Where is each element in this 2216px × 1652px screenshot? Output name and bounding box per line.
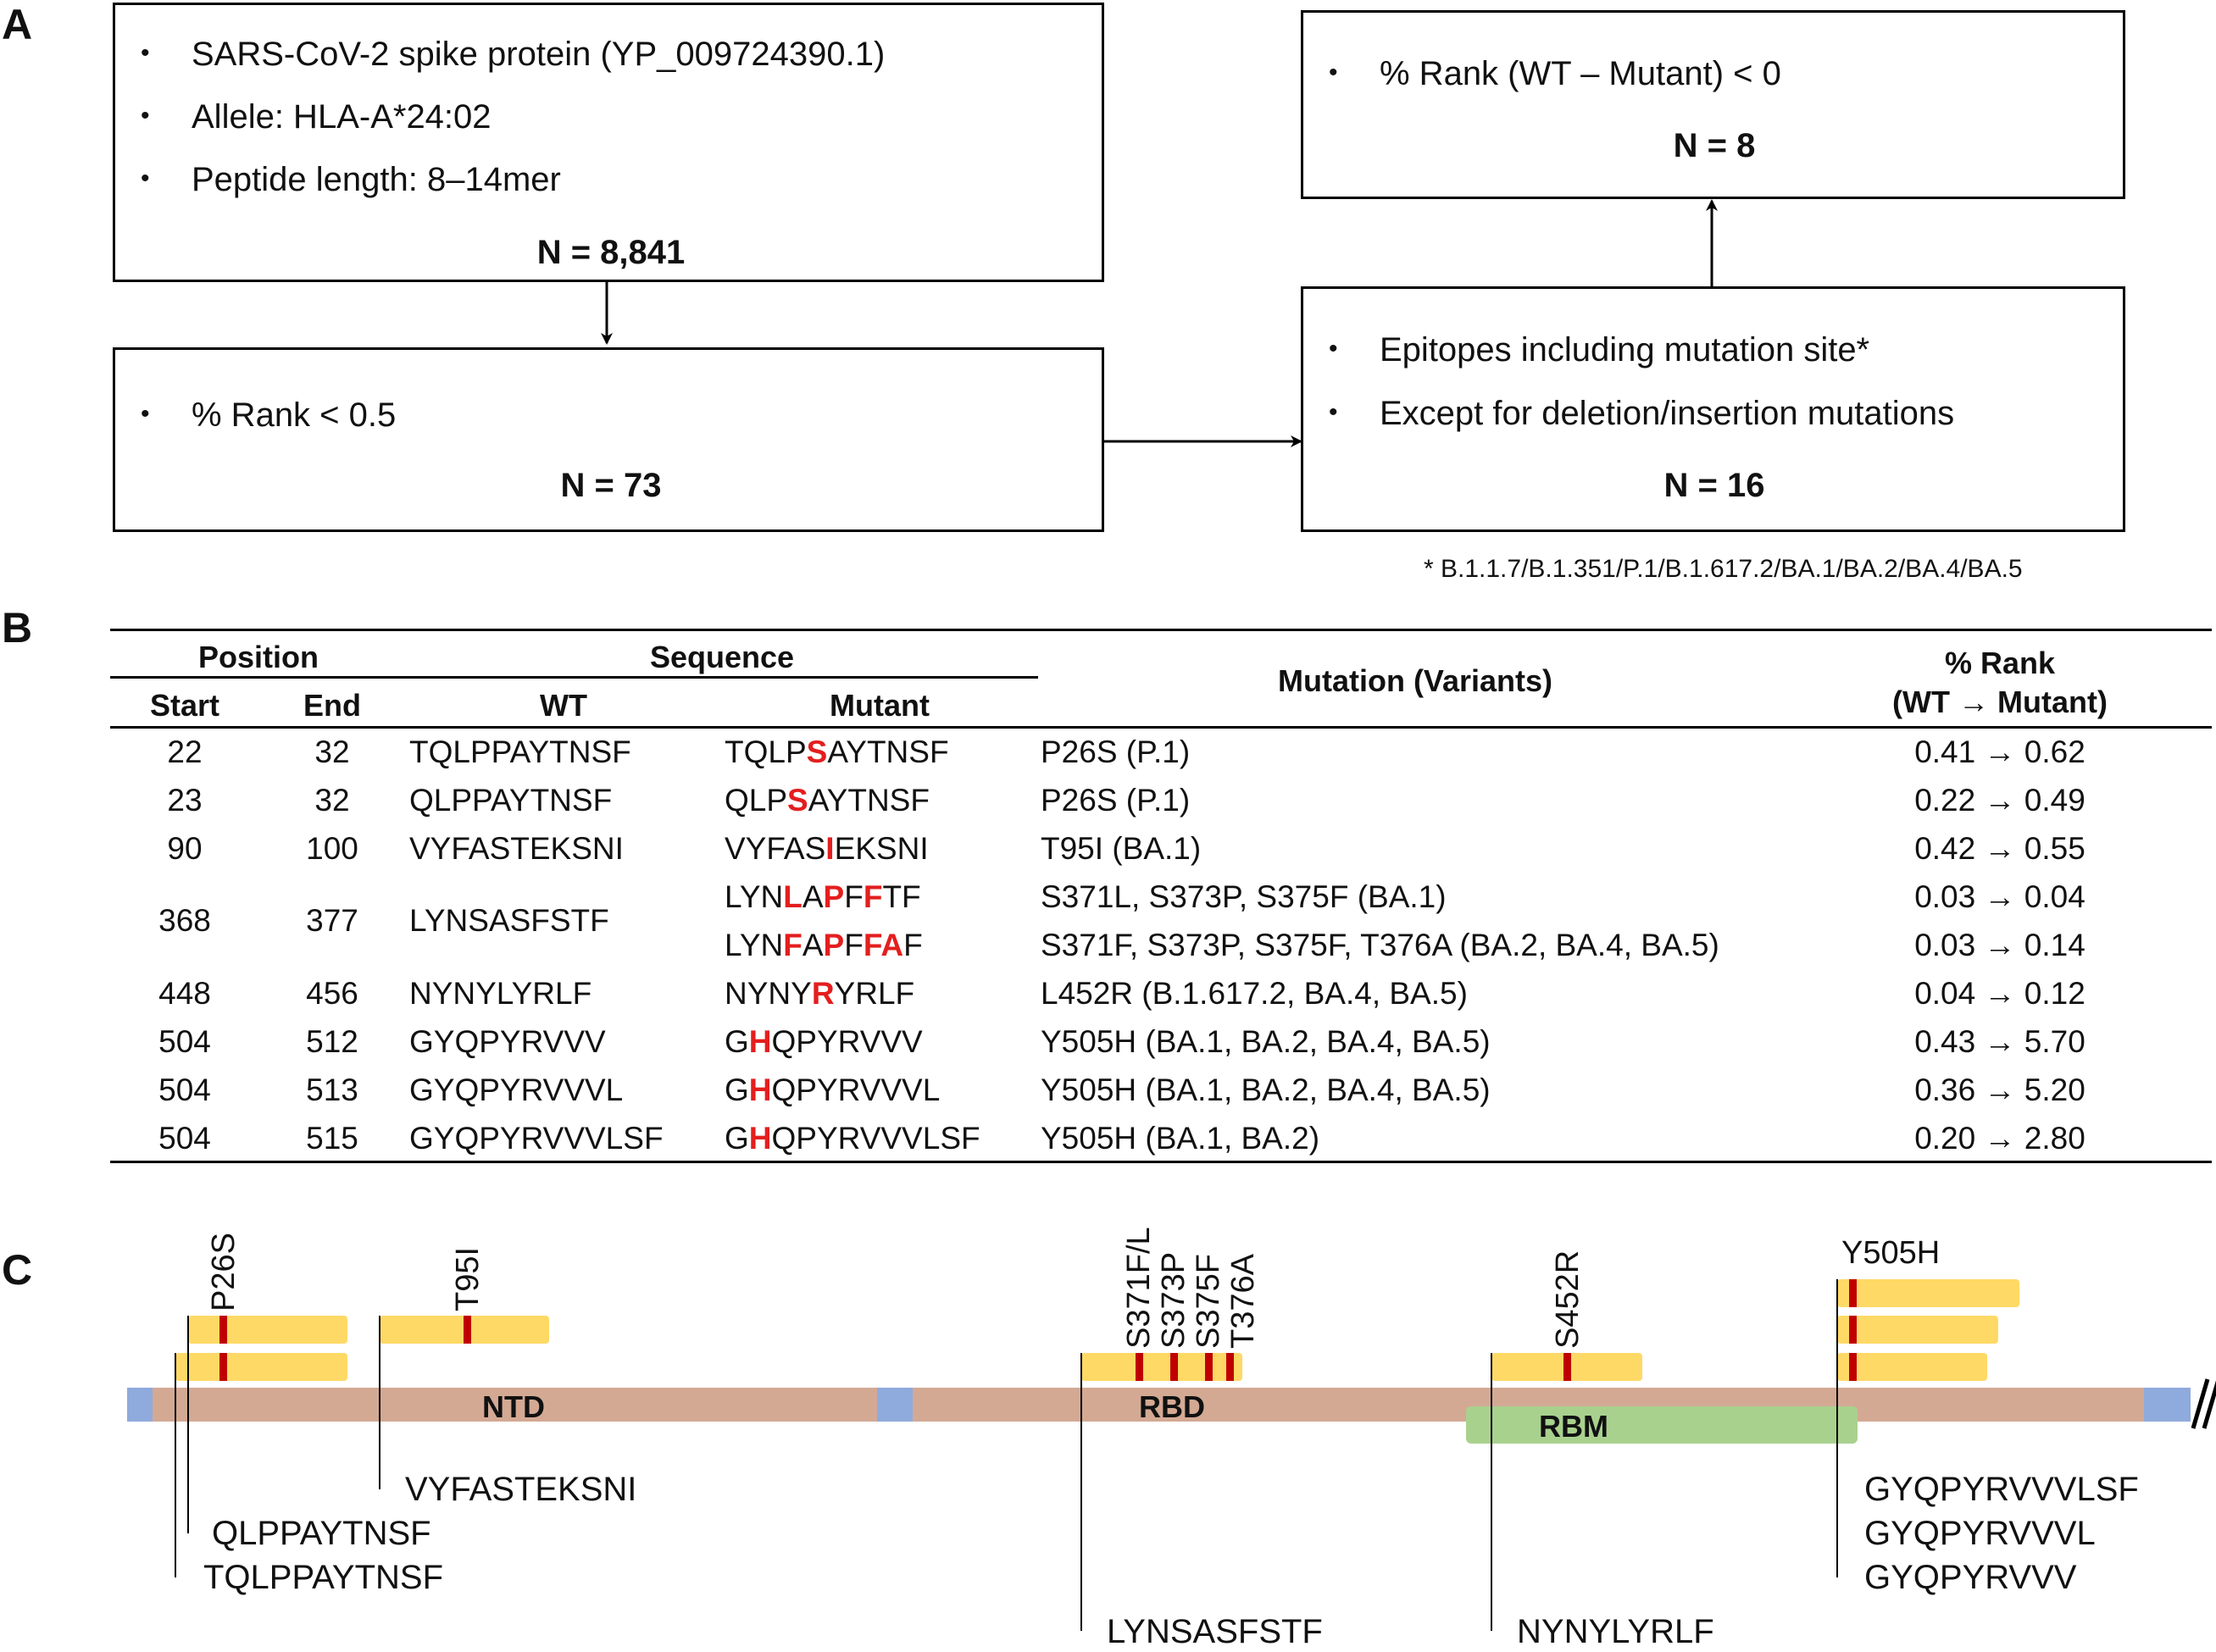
peptide-label: VYFASTEKSNI xyxy=(405,1471,637,1508)
epitope-bar xyxy=(175,1353,347,1381)
epitope-bar xyxy=(1837,1353,1987,1381)
cell-mutant: NYNYRYRLF xyxy=(725,976,915,1011)
cell-start: 22 xyxy=(167,735,203,769)
cell-rank: 0.42 → 0.55 xyxy=(1914,831,2085,866)
cell-start: 448 xyxy=(158,976,211,1011)
mutation-mark xyxy=(1226,1353,1234,1381)
mutation-label-s373p: S373P xyxy=(1156,1251,1191,1349)
cell-rank: 0.22 → 0.49 xyxy=(1914,783,2085,818)
panel-a-letter: A xyxy=(2,1,33,48)
cell-wt: GYQPYRVVV xyxy=(409,1024,606,1059)
cell-wt: NYNYLYRLF xyxy=(409,976,592,1011)
cell-mutant: LYNLAPFFTF xyxy=(725,879,921,914)
header-sequence: Sequence xyxy=(649,640,795,674)
cell-rank: 0.20 → 2.80 xyxy=(1914,1121,2085,1156)
filter-box-mutation-site: • Epitopes including mutation site* • Except for deletion/insertion mutations N = 16 xyxy=(1301,286,2125,532)
mutation-label-y505h: Y505H xyxy=(1841,1235,1941,1271)
cell-mutation: Y505H (BA.1, BA.2, BA.4, BA.5) xyxy=(1041,1073,1491,1107)
domain-label-rbd: RBD xyxy=(1139,1389,1205,1424)
panel-c-letter: C xyxy=(2,1246,33,1294)
panel-b-letter: B xyxy=(2,604,33,651)
header-start: Start xyxy=(149,688,220,723)
domain-label-ntd: NTD xyxy=(482,1389,545,1424)
cell-mutant: GHQPYRVVVLSF xyxy=(725,1121,980,1156)
cell-start: 504 xyxy=(158,1024,211,1059)
mutation-mark xyxy=(464,1316,471,1344)
cell-mutation: S371L, S373P, S375F (BA.1) xyxy=(1041,879,1447,914)
cell-start: 504 xyxy=(158,1121,211,1156)
filter-box-rank: • % Rank < 0.5 N = 73 xyxy=(113,347,1104,532)
cell-mutant: LYNFAPFFAF xyxy=(725,928,923,962)
count-label: N = 8,841 xyxy=(536,234,686,271)
mutation-mark xyxy=(1205,1353,1213,1381)
domain-label-rbm: RBM xyxy=(1539,1409,1608,1444)
variants-footnote: * B.1.1.7/B.1.351/P.1/B.1.617.2/BA.1/BA.2/BA.4/BA.5 xyxy=(1424,555,2023,583)
cell-wt: GYQPYRVVVLSF xyxy=(409,1121,664,1156)
cell-mutation: L452R (B.1.617.2, BA.4, BA.5) xyxy=(1041,976,1468,1011)
cell-start: 504 xyxy=(158,1073,211,1107)
linker-segment xyxy=(2144,1388,2191,1422)
mutation-label-p26s: P26S xyxy=(206,1233,242,1311)
mutation-label-t95i: T95I xyxy=(450,1246,486,1311)
mutation-mark xyxy=(1170,1353,1178,1381)
filter-box-rank-diff: • % Rank (WT – Mutant) < 0 N = 8 xyxy=(1301,10,2125,199)
cell-end: 515 xyxy=(306,1121,358,1156)
mutation-label-t376a: T376A xyxy=(1225,1254,1261,1349)
cell-end: 513 xyxy=(306,1073,358,1107)
header-wt: WT xyxy=(540,688,587,723)
cell-start: 90 xyxy=(167,831,203,866)
cell-wt: VYFASTEKSNI xyxy=(409,831,624,866)
cell-rank: 0.43 → 5.70 xyxy=(1914,1024,2085,1059)
cell-wt: TQLPPAYTNSF xyxy=(409,735,631,769)
linker-segment xyxy=(877,1388,913,1422)
header-mutation: Mutation (Variants) xyxy=(1277,663,1553,698)
cell-end: 100 xyxy=(306,831,358,866)
cell-mutation: T95I (BA.1) xyxy=(1041,831,1202,866)
cell-mutant: GHQPYRVVVL xyxy=(725,1073,941,1107)
peptide-label: GYQPYRVVVL xyxy=(1864,1515,2096,1552)
cell-wt: GYQPYRVVVL xyxy=(409,1073,624,1107)
cell-end: 512 xyxy=(306,1024,358,1059)
cell-mutation: Y505H (BA.1, BA.2) xyxy=(1041,1121,1320,1156)
mutation-label-s452r: S452R xyxy=(1550,1250,1586,1349)
cell-mutation: P26S (P.1) xyxy=(1041,783,1191,818)
count-label: N = 73 xyxy=(560,467,662,504)
header-mutant: Mutant xyxy=(830,688,930,723)
cell-rank: 0.04 → 0.12 xyxy=(1914,976,2085,1011)
cell-mutation: P26S (P.1) xyxy=(1041,735,1191,769)
linker-segment xyxy=(127,1388,153,1422)
epitope-bar xyxy=(1837,1316,1998,1344)
header-rank: % Rank (WT → Mutant) xyxy=(1892,646,2108,719)
cell-end: 456 xyxy=(306,976,358,1011)
epitope-bar xyxy=(188,1316,347,1344)
peptide-label: GYQPYRVVV xyxy=(1864,1559,2077,1596)
cell-end: 32 xyxy=(314,783,350,818)
mutation-mark xyxy=(1563,1353,1571,1381)
mutation-mark xyxy=(219,1353,227,1381)
count-label: N = 8 xyxy=(1673,127,1756,164)
cell-end: 32 xyxy=(314,735,350,769)
peptide-label: NYNYLYRLF xyxy=(1517,1613,1714,1650)
cell-mutant: TQLPSAYTNSF xyxy=(725,735,949,769)
filter-box-input: • SARS-CoV-2 spike protein (YP_009724390.1) • Allele: HLA-A*24:02 • Peptide length: 8–14mer N = 8,841 xyxy=(113,3,1104,282)
epitope-bar xyxy=(1081,1353,1242,1381)
mutation-label-s371fl: S371F/L xyxy=(1121,1227,1157,1349)
mutation-mark xyxy=(1849,1353,1857,1381)
header-end: End xyxy=(303,688,361,723)
peptide-label: LYNSASFSTF xyxy=(1107,1613,1323,1650)
cell-end: 377 xyxy=(306,903,358,938)
mutation-mark xyxy=(1849,1279,1857,1307)
cell-rank: 0.03 → 0.04 xyxy=(1914,879,2085,914)
count-label: N = 16 xyxy=(1663,467,1765,504)
cell-mutant: GHQPYRVVV xyxy=(725,1024,923,1059)
cell-start: 23 xyxy=(167,783,203,818)
header-position: Position xyxy=(198,640,319,674)
cell-mutant: VYFASIEKSNI xyxy=(725,831,929,866)
peptide-label: QLPPAYTNSF xyxy=(212,1515,431,1552)
cell-start: 368 xyxy=(158,903,211,938)
mutation-mark xyxy=(219,1316,227,1344)
epitope-bar xyxy=(1837,1279,2019,1307)
mutation-label-s375f: S375F xyxy=(1191,1254,1226,1349)
cell-mutation: Y505H (BA.1, BA.2, BA.4, BA.5) xyxy=(1041,1024,1491,1059)
rbm-segment xyxy=(1466,1406,1858,1444)
cell-wt: QLPPAYTNSF xyxy=(409,783,613,818)
mutation-mark xyxy=(1849,1316,1857,1344)
peptide-label: TQLPPAYTNSF xyxy=(203,1559,444,1596)
mutation-mark xyxy=(1136,1353,1143,1381)
cell-wt: LYNSASFSTF xyxy=(409,903,609,938)
cell-mutation: S371F, S373P, S375F, T376A (BA.2, BA.4, BA.5) xyxy=(1041,928,1719,962)
cell-rank: 0.03 → 0.14 xyxy=(1914,928,2085,962)
cell-rank: 0.41 → 0.62 xyxy=(1914,735,2085,769)
cell-mutant: QLPSAYTNSF xyxy=(725,783,930,818)
peptide-label: GYQPYRVVVLSF xyxy=(1864,1471,2139,1508)
cell-rank: 0.36 → 5.20 xyxy=(1914,1073,2085,1107)
